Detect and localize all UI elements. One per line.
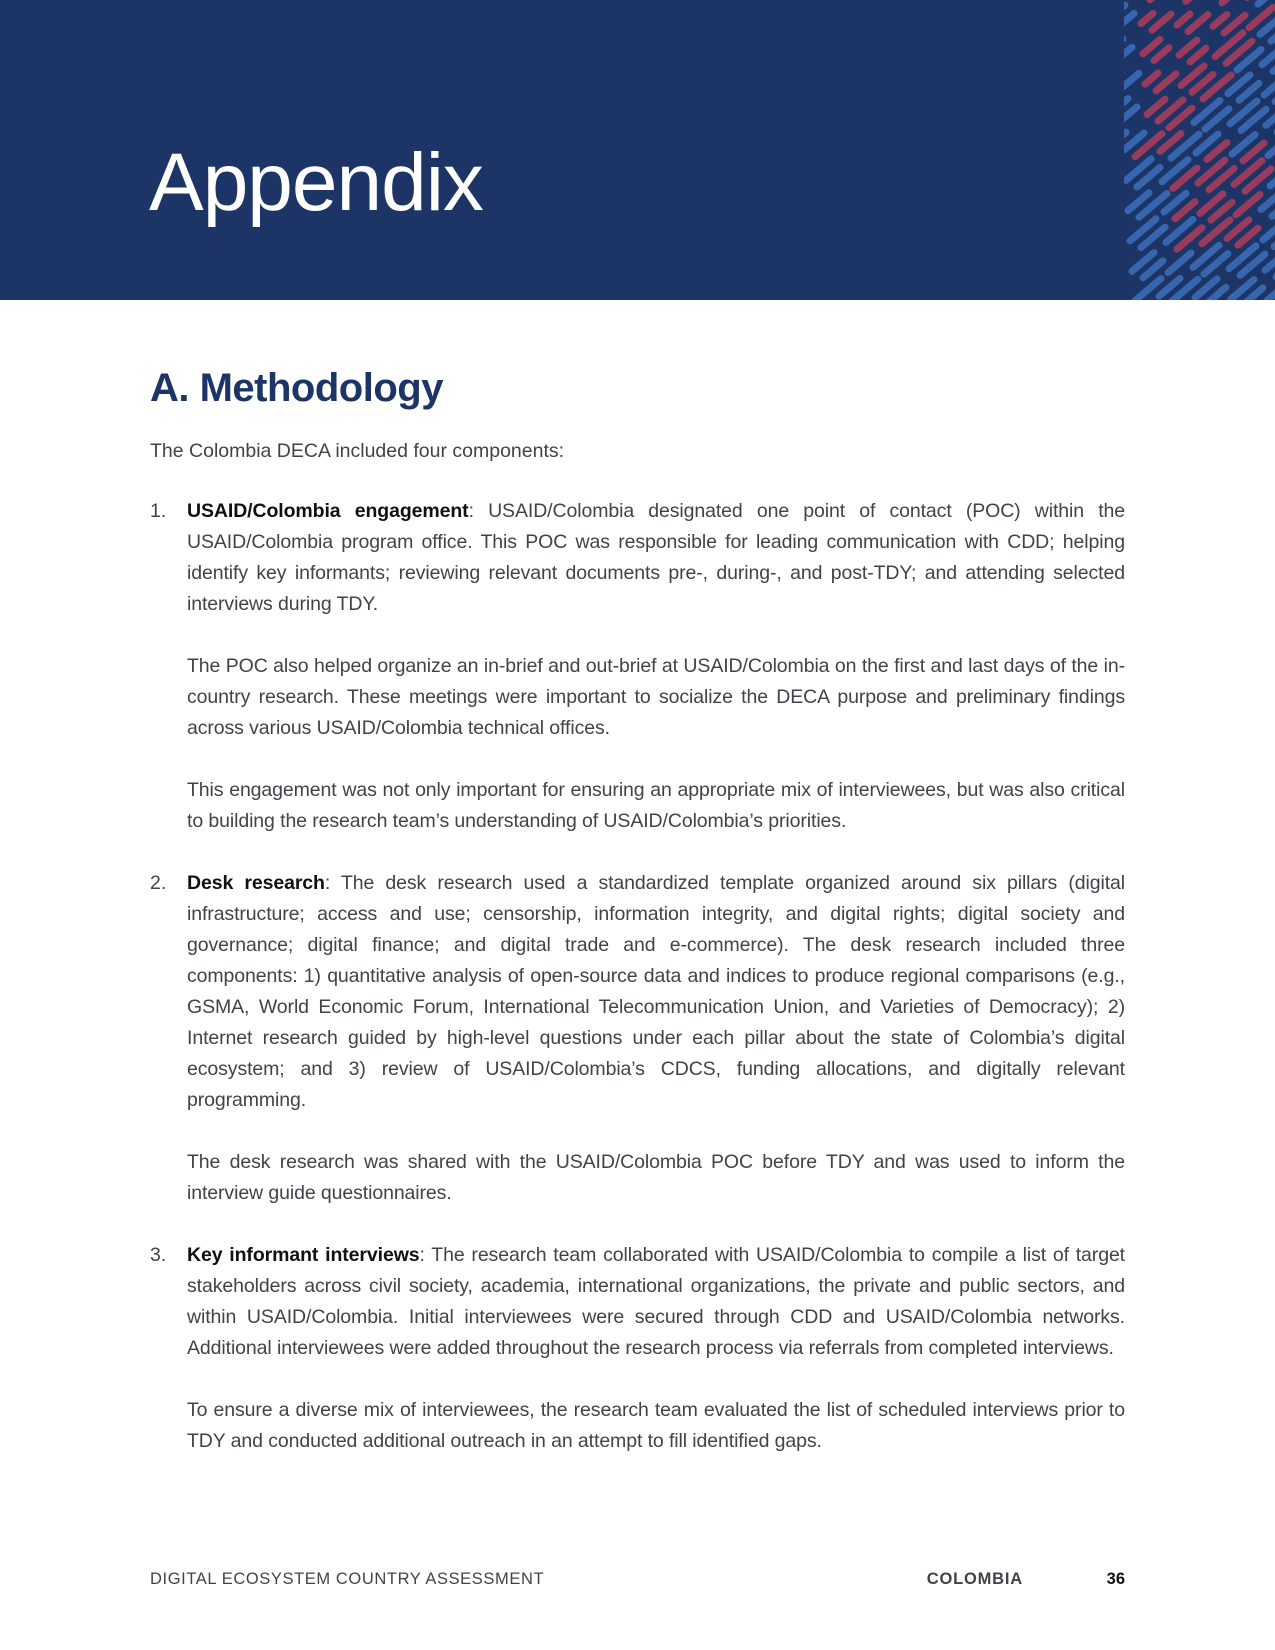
- pattern-stripe: [1124, 73, 1139, 89]
- list-number: 3.: [150, 1244, 167, 1266]
- pattern-stripe: [1262, 42, 1275, 65]
- list-number: 2.: [150, 872, 167, 894]
- list-item-paragraph: The desk research was shared with the USAID/Colombia POC before TDY and was used to inform the interview guide questionnaires.: [187, 1151, 1125, 1204]
- item-term: Desk research: [187, 872, 325, 894]
- item-text: : USAID/Colombia designated one point of contact (POC) within the USAID/Colombia program office. This POC was responsible for leading communication with CDD; helping identify key informants; reviewing relevant documents pre-, during-, and post-TDY; and attending selected interviews during TDY.: [187, 500, 1126, 615]
- pattern-stripe: [1124, 132, 1126, 143]
- pattern-stripe: [1266, 102, 1275, 126]
- pattern-stripe: [1236, 194, 1260, 214]
- pattern-stripe: [1124, 47, 1132, 59]
- list-item-paragraph: [187, 1240, 1125, 1364]
- pattern-stripe: [1186, 0, 1201, 1]
- pattern-stripe: [1124, 14, 1134, 29]
- pattern-stripe: [1190, 48, 1206, 62]
- footer-country: COLOMBIA: [926, 1570, 1023, 1588]
- list-item-paragraph: To ensure a diverse mix of interviewees, the research team evaluated the list of scheduled interviews prior to TDY and conducted additional outreach in an attempt to fill identified gaps.: [187, 1399, 1125, 1452]
- page-title: Appendix: [149, 137, 483, 228]
- pattern-stripe: [1222, 0, 1238, 3]
- pattern-stripe: [1124, 107, 1137, 120]
- list-item-paragraph: [187, 868, 1125, 1116]
- pattern-stripe: [1258, 0, 1275, 4]
- page-footer: [150, 1570, 1125, 1594]
- pattern-stripe: [1141, 13, 1153, 23]
- header-banner: [0, 0, 1275, 300]
- pattern-stripe: [1179, 40, 1197, 55]
- pattern-stripe: [1152, 14, 1171, 30]
- item-text: : The research team collaborated with USAID/Colombia to compile a list of target stakeholders across civil society, academia, international organizations, the private and public sectors, and within USAID/Colombia. Initial interviewees were secured through CDD and USAID/Colombia networks. Additional interviewees were added throughout the research process via referrals from completed interviews.: [187, 1244, 1126, 1359]
- list-item: [150, 496, 1125, 837]
- pattern-stripe: [1168, 253, 1191, 273]
- item-term: Key informant interviews: [187, 1244, 420, 1266]
- pattern-stripe: [1267, 280, 1275, 300]
- pattern-stripe: [1263, 220, 1275, 240]
- list-item: [150, 868, 1125, 1209]
- pattern-stripe: [1177, 14, 1190, 25]
- page-number: 36: [1106, 1570, 1125, 1588]
- item-text: : The desk research used a standardized template organized around six pillars (digital infrastructure; access and use; censorship, information integrity, and digital rights; digital society and governance; digital finance; and digital trade and e-commerce). The desk research included three components: 1) quantitative analysis of open-source data and indices to produce regional comparisons (e.g., GSMA, World Economic Forum, International Telecommunication Union, and Varieties of Democracy); 2) Internet research guided by high-level questions under each pillar about the state of Colombia’s digital ecosystem; and 3) review of USAID/Colombia’s CDCS, funding allocations, and digitally relevant programming.: [187, 872, 1125, 1111]
- pattern-stripe: [1147, 99, 1165, 114]
- list-item-paragraph: [187, 496, 1125, 620]
- list-number: 1.: [150, 500, 167, 522]
- list-item: [150, 1240, 1125, 1457]
- item-term: USAID/Colombia engagement: [187, 500, 469, 522]
- pattern-stripe: [1145, 73, 1158, 84]
- diagonal-stripe-pattern: [1124, 0, 1275, 300]
- section-heading: A. Methodology: [150, 366, 443, 410]
- pattern-stripe: [1264, 75, 1275, 95]
- pattern-stripe: [1261, 187, 1275, 210]
- pattern-stripe: [1268, 135, 1275, 155]
- methodology-list: [150, 496, 1125, 1488]
- intro-text: The Colombia DECA included four components:: [150, 440, 565, 462]
- list-item-paragraph: The POC also helped organize an in-brief and out-brief at USAID/Colombia on the first and last days of the in-country research. These meetings were important to socialize the DECA purpose and preliminary findings across various USAID/Colombia technical offices.: [187, 655, 1125, 739]
- pattern-stripe: [1213, 14, 1227, 26]
- pattern-stripe: [1154, 48, 1169, 61]
- footer-publication-title: DIGITAL ECOSYSTEM COUNTRY ASSESSMENT: [150, 1570, 545, 1588]
- pattern-stripe: [1143, 39, 1160, 53]
- list-item-paragraph: This engagement was not only important for ensuring an appropriate mix of interviewees, but was also critical to building the research team’s understanding of USAID/Colombia’s priorities.: [187, 779, 1125, 832]
